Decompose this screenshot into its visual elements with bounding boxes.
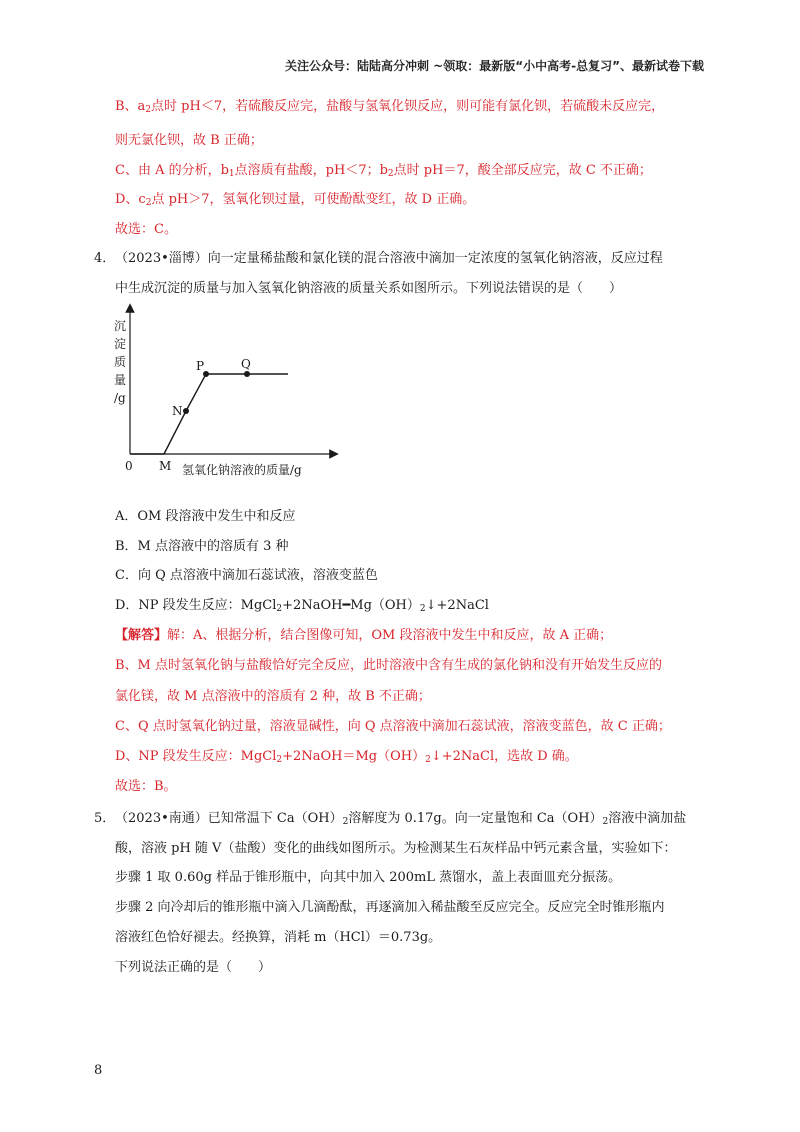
point-q-label: Q [241,357,251,371]
curve-line [130,374,288,454]
page-header: 关注公众号：陆陆高分冲刺 ~领取：最新版“小中高考-总复习”、最新试卷下载 [285,59,704,73]
y-label-char5: /g [114,391,126,405]
q4-stem-line2: 中生成沉淀的质量与加入氢氧化钠溶液的质量关系如图所示。下列说法错误的是（ ） [115,281,623,296]
q4-graph [108,302,348,482]
q5-line2: 酸，溶液 pH 随 V（盐酸）变化的曲线如图所示。为检测某生石灰样品中钙元素含量，实验如下： [115,841,677,856]
point-n-label: N [172,404,183,418]
q5-line5: 溶液红色恰好褪去。经换算，消耗 m（HCl）＝0.73g。 [115,930,442,945]
q5-line6: 下列说法正确的是（ ） [115,960,272,975]
q4-option-c: C．向 Q 点溶液中滴加石蕊试液，溶液变蓝色 [115,568,378,583]
point-n [183,408,189,414]
page-number: 8 [94,1063,103,1078]
prev-answer-choice: 故选：C。 [115,222,177,237]
q5-line4: 步骤 2 向冷却后的锥形瓶中滴入几滴酚酞，再逐滴加入稀盐酸至反应完全。反应完全时锥形瓶内 [115,900,665,915]
q5-line1: （2023•南通）已知常温下 $Ca(OH)_2$溶解度为 0.17g。向一定量饱和 $Ca(OH)_2$溶液中滴加盐 [115,811,687,827]
point-m-label: M [159,459,172,473]
q4-number: 4． [94,251,116,266]
q4-stem-line1: （2023•淄博）向一定量稀盐酸和氯化镁的混合溶液中滴加一定浓度的氢氧化钠溶液，反应过程 [115,251,663,266]
q4-answer-choice: 故选：B。 [115,779,177,794]
q4-answer-line4: C、Q 点时氢氧化钠过量，溶液显碱性，向 Q 点溶液中滴加石蕊试液，溶液变蓝色，故 C 正确； [115,719,671,734]
origin-label: 0 [125,459,133,473]
y-label-char1: 沉 [114,319,127,333]
q4-option-b: B．M 点溶液中的溶质有 3 种 [115,539,289,554]
prev-answer-c: C、由 A 的分析，$b_1$点溶质有盐酸，pH＜7；$b_2$点时 pH＝7，酸全部反应完，故 C 不正确； [115,163,652,179]
prev-answer-b-line1: B、$a_2$点时 pH＜7，若硫酸反应完，盐酸与氢氧化钡反应，则可能有氯化钡，若硫酸未反应完， [115,99,665,115]
prev-answer-d: D、$c_2$点 pH＞7，氢氧化钡过量，可使酚酞变红，故 D 正确。 [115,192,476,208]
point-q [244,371,250,377]
q4-option-d: D．NP 段发生反应：$MgCl_2+2NaOH━Mg(OH)_2↓+2NaCl$ [115,598,489,614]
y-label-char2: 淀 [114,337,127,351]
prev-answer-b-line2: 则无氯化钡，故 B 正确； [115,133,263,148]
q4-answer-line5: D、NP 段发生反应：$MgCl_2+2NaOH=Mg(OH)_2↓+2NaCl$，选故 D 确。 [115,749,578,765]
y-label-char4: 量 [114,373,127,387]
point-p-label: P [196,359,205,373]
q4-answer-line2: B、M 点时氢氧化钠与盐酸恰好完全反应，此时溶液中含有生成的氯化钠和没有开始发生反应的 [115,658,662,673]
q4-option-a: A．OM 段溶液中发生中和反应 [115,509,296,524]
y-label-char3: 质 [114,355,127,369]
x-axis-label: 氢氧化钠溶液的质量/g [182,463,302,477]
q4-answer-line1: 【解答】解：A、根据分析，结合图像可知，OM 段溶液中发生中和反应，故 A 正确； [115,628,613,643]
q4-answer-line3: 氯化镁，故 M 点溶液中的溶质有 2 种，故 B 不正确； [115,689,431,704]
q5-line3: 步骤 1 取 0.60g 样品于锥形瓶中，向其中加入 200mL 蒸馏水，盖上表面皿充分振荡。 [115,870,622,885]
q5-number: 5． [94,811,116,826]
